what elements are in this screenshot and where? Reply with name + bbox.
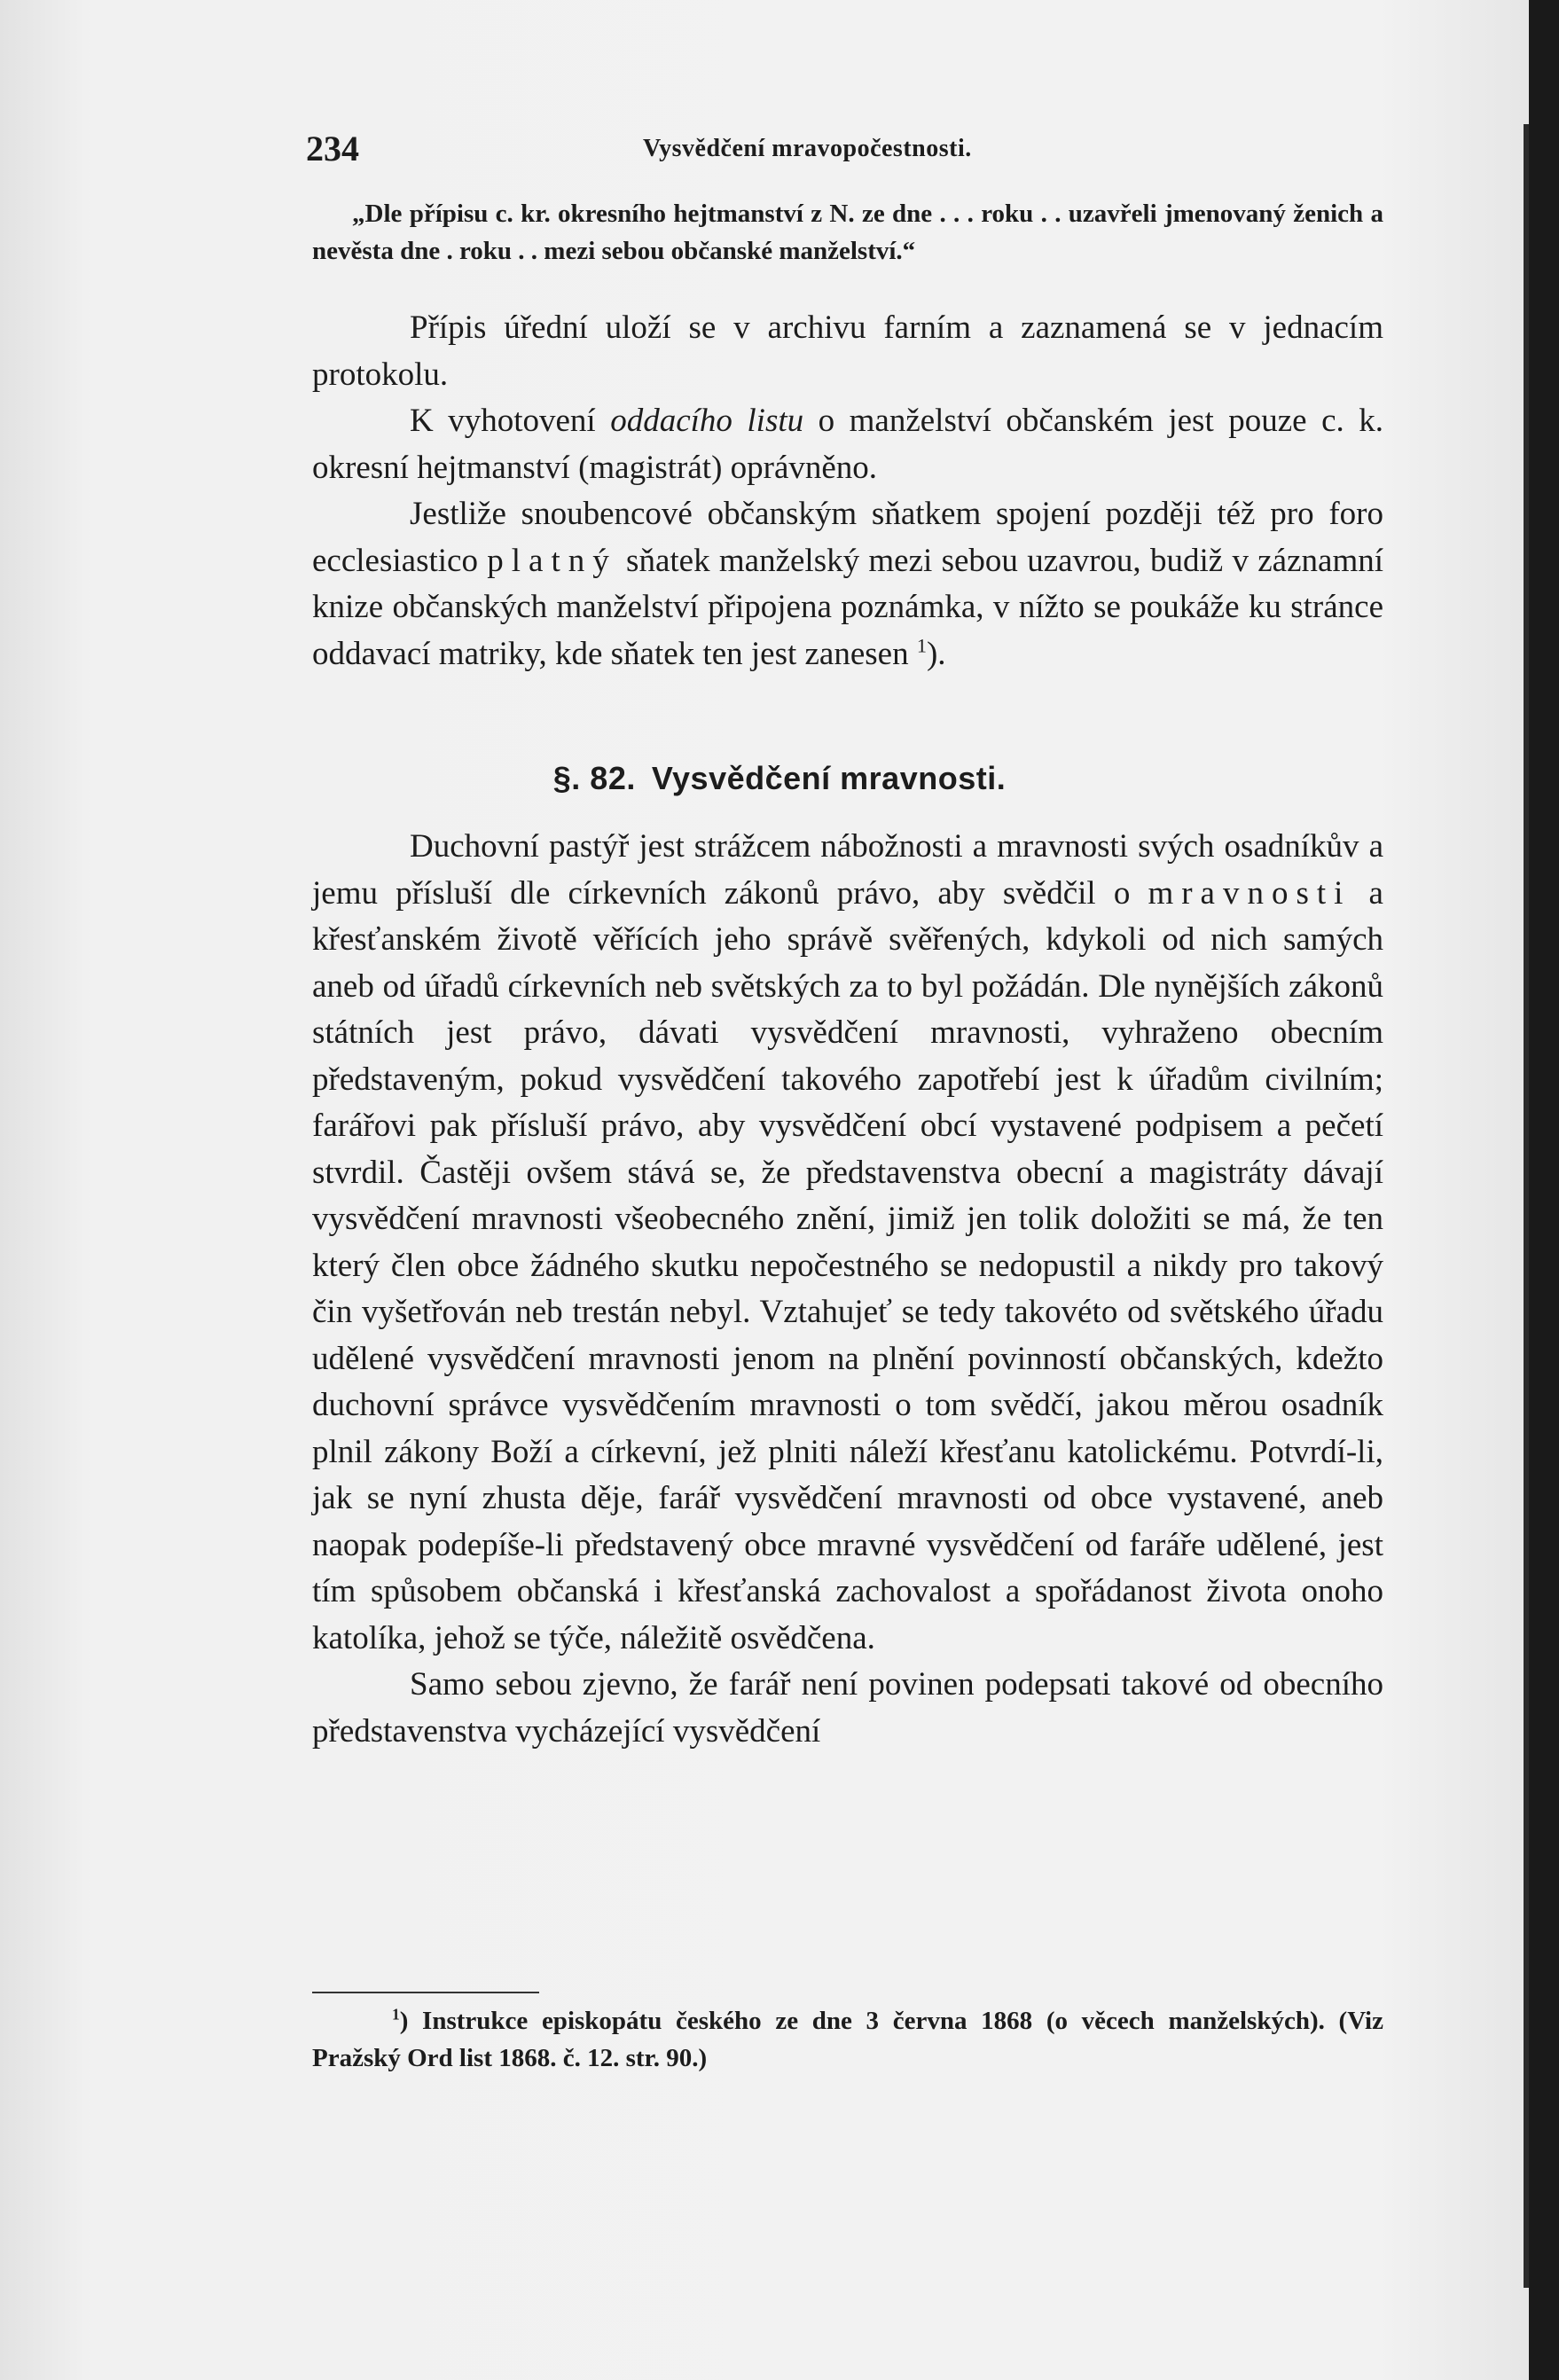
scan-border <box>1529 0 1559 2380</box>
paragraph-morality: Duchovní pastýř jest strážcem nábožnosti a mravnosti svých osadníkův a jemu přísluší dle církevních zákonů právo, aby svědčil o mravnosti a křesťanském životě věřících jeho správě svěřených, kdykoli od nich samých aneb od úřadů církevních neb světských za to byl požádán. Dle nynějších zákonů státních jest právo, dávati vysvědčení mravnosti, vyhraženo obecním představeným, pokud vysvědčení takového zapotřebí jest k úřadům civilním; farářovi pak přísluší právo, aby vysvědčení obcí vystavené podpisem a pečetí stvrdil. Častěji ovšem stává se, že představenstva obecní a magistráty dávají vysvědčení mravnosti všeobecného znění, jimiž jen tolik doložiti se má, že ten který člen obce žádného skutku nepočestného se nedopustil a nikdy pro takový čin vyšetřován neb trestán nebyl. Vztahujeť se tedy takovéto od světského úřadu udělené vysvědčení mravnosti jenom na plnění povinností občanských, kdežto duchovní správce vysvědčením mravnosti o tom svědčí, jakou měrou osadník plnil zákony Boží a církevní, jež plniti náleží křesťanu katolickému. Potvrdí-li, jak se nyní zhusta děje, farář vysvědčení mravnosti od obce vystavené, aneb naopak podepíše-li představený obce mravné vysvědčení od faráře udělené, jest tím spůsobem občanská i křesťanská zachovalost a spořádanost života onoho katolíka, jehož se týče, náležitě osvědčena. <box>312 828 1383 1656</box>
section-body <box>312 824 1383 1755</box>
section-heading <box>0 760 1559 797</box>
footnote <box>312 2002 1383 2077</box>
paragraph-marriage-certificate: K vyhotovení oddacího listu o manželství občanském jest pouze c. k. okresní hejtmanství (magistrát) oprávněno. <box>312 403 1383 486</box>
italic-term: oddacího listu <box>610 403 804 439</box>
section-number: §. 82. <box>552 760 636 796</box>
quote-line: „Dle přípisu c. kr. okresního hejtmanství z N. ze dne . . . roku . . uzavřeli jmenovaný ženich a nevěsta dne . roku . . mezi sebou občanské manželství.“ <box>312 200 1384 265</box>
spaced-term: platný <box>487 542 617 579</box>
paragraph-church-marriage: Jestliže snoubencové občanským sňatkem spojení později též pro foro ecclesiastico platný sňatek manželský mezi sebou uzavrou, budiž v záznamní knize občanských manželství připojena poznámka, v nížto se poukáže ku stránce oddavací matriky, kde sňatek ten jest zanesen $^1$). <box>312 496 1384 672</box>
footnote-marker: 1 <box>392 2005 400 2024</box>
page-header <box>306 128 1383 172</box>
page-number: 234 <box>306 129 359 168</box>
footnote-divider <box>312 1992 539 1993</box>
running-title: Vysvědčení mravopočestnosti. <box>643 135 972 162</box>
paragraph-obligation: Samo sebou zjevno, že farář není povinen podepsati takové od obecního představenstva vycházející vysvědčení <box>312 1666 1383 1750</box>
footnote-text: ) Instrukce episkopátu českého ze dne 3 června 1868 (o věcech manželských). (Viz Pražský Ord list 1868. č. 12. str. 90.) <box>312 2007 1383 2072</box>
section-title: Vysvědčení mravnosti. <box>651 760 1007 796</box>
paragraph-archive: Přípis úřední uloží se v archivu farním a zaznamená se v jednacím protokolu. <box>312 309 1383 393</box>
quoted-notice <box>312 195 1383 270</box>
intro-paragraphs <box>312 305 1383 677</box>
spaced-term: mravnosti <box>1148 874 1351 912</box>
footnote-reference: 1 <box>916 634 927 657</box>
